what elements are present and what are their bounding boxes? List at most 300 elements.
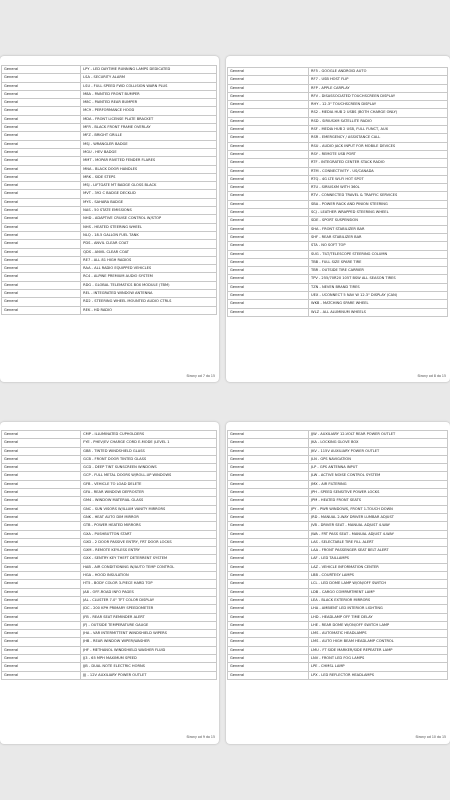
category-cell: General [228, 267, 309, 274]
option-description-cell: GCP - FULL METAL DOORS W/ROLL-UP WINDOWS [83, 473, 172, 478]
category-cell: General [2, 190, 81, 197]
category-cell: General [228, 192, 309, 199]
table-row [228, 638, 447, 646]
option-description-cell: MSJ - LIFTGATE MT BADGE GLOSS BLACK [83, 183, 157, 188]
table-row [2, 99, 216, 107]
table-row [228, 539, 447, 547]
table-row [228, 143, 447, 151]
category-cell: General [2, 539, 81, 546]
category-cell: General [2, 224, 81, 231]
option-description-cell: NHD - ADAPTIVE CRUISE CONTROL W/STOP [83, 216, 162, 221]
option-description-cell: M8C - PAINTED REAR BUMPER [83, 100, 138, 105]
option-description-cell: RAA - ALL RADIO EQUIPPED VEHICLES [83, 266, 152, 271]
option-description-cell: RFP - APPLE CARPLAY [311, 85, 350, 90]
category-cell: General [2, 522, 81, 529]
option-description-cell: MDA - FRONT LICENSE PLATE BRACKET [83, 116, 154, 121]
category-cell: General [228, 184, 309, 191]
category-cell: General [2, 464, 81, 471]
option-description-cell: LAF - LED TAILLAMPS [311, 556, 349, 561]
option-description-cell: RSY - REMOTE USB PORT [311, 151, 356, 156]
category-cell: General [228, 638, 309, 645]
option-description-cell: SBA - POWER RACK AND PINION STEERING [311, 201, 388, 206]
category-cell: General [228, 226, 309, 233]
table-row [2, 224, 216, 232]
table-row [2, 564, 216, 572]
option-description-cell: GFB - VEHICLE TO LOAD DELETE [83, 481, 142, 486]
document-page-4 [226, 422, 450, 744]
table-row [228, 614, 447, 622]
category-cell: General [2, 481, 81, 488]
option-description-cell: RTM - CONNECTIVITY - US/CANADA [311, 168, 374, 173]
page-footer: Strony od 9 do 15 [186, 735, 215, 739]
category-cell: General [2, 672, 81, 679]
category-cell: General [228, 309, 309, 316]
option-description-cell: MRK - SIDE STEPS [83, 174, 116, 179]
category-cell: General [2, 298, 81, 305]
category-cell: General [2, 506, 81, 513]
table-row [2, 614, 216, 622]
category-cell: General [228, 580, 309, 587]
category-cell: General [2, 273, 81, 280]
option-description-cell: SCJ - LEATHER WRAPPED STEERING WHEEL [311, 210, 389, 215]
document-page-1 [0, 56, 219, 382]
category-cell: General [228, 234, 309, 241]
table-row [2, 506, 216, 514]
table-row [2, 149, 216, 157]
category-cell: General [228, 522, 309, 529]
option-description-cell: MFR - BLACK FRONT FRAME OVERLAY [83, 125, 151, 130]
table-row [2, 464, 216, 472]
table-row [228, 118, 447, 126]
table-row [2, 132, 216, 140]
category-cell: General [228, 109, 309, 116]
table-row [2, 439, 216, 447]
category-cell: General [2, 638, 81, 645]
option-description-cell: WLZ - ALL ALUMINUM WHEELS [311, 309, 366, 314]
option-description-cell: RHY - 12.3" TOUCHSCREEN DISPLAY [311, 102, 377, 107]
table-row [228, 622, 447, 630]
table-row [2, 638, 216, 646]
option-description-cell: TBR - OUTSIDE TIRE CARRIER [311, 268, 364, 273]
category-cell: General [228, 464, 309, 471]
table-row [228, 481, 447, 489]
category-cell: General [2, 514, 81, 521]
category-cell: General [228, 497, 309, 504]
category-cell: General [228, 448, 309, 455]
table-row [2, 232, 216, 240]
table-row [2, 605, 216, 613]
option-description-cell: STA - NO SOFT TOP [311, 243, 346, 248]
table-row [2, 522, 216, 530]
category-cell: General [2, 655, 81, 662]
category-cell: General [228, 605, 309, 612]
table-row [228, 201, 447, 209]
option-description-cell: M8A - PAINTED FRONT BUMPER [83, 91, 140, 96]
category-cell: General [228, 647, 309, 654]
table-row [228, 589, 447, 597]
category-cell: General [2, 472, 81, 479]
category-cell: General [228, 564, 309, 571]
table-row [2, 207, 216, 215]
table-row [228, 126, 447, 134]
table-row [2, 215, 216, 223]
option-description-cell: MNA - BLACK DOOR HANDLES [83, 166, 138, 171]
table-row [2, 431, 216, 439]
option-description-cell: LAZ - VEHICLE INFORMATION CENTER [311, 564, 379, 569]
category-cell: General [2, 99, 81, 106]
option-description-cell: JKA - LOCKING GLOVE BOX [311, 440, 359, 445]
option-description-cell: GXM - REMOTE KEYLESS ENTRY [83, 548, 140, 553]
category-cell: General [2, 107, 81, 114]
table-row [228, 234, 447, 242]
category-cell: General [2, 564, 81, 571]
table-row [2, 141, 216, 149]
table-row [2, 273, 216, 281]
category-cell: General [2, 141, 81, 148]
category-cell: General [2, 439, 81, 446]
document-page-3 [0, 422, 219, 744]
option-description-cell: UEX - UCONNECT 5 NAV W 12.3" DISPLAY (CAN) [311, 293, 398, 298]
option-description-cell: RSR - EMERGENCY / ASSISTANCE CALL [311, 135, 381, 140]
category-cell: General [2, 149, 81, 156]
option-description-cell: GXX - SENTRY KEY THEFT DETERRENT SYSTEM [83, 556, 168, 561]
table-row [228, 109, 447, 117]
option-description-cell: NAS - 50 STATE EMISSIONS [83, 208, 132, 213]
option-description-cell: RTF - INTEGRATED CENTER STACK RADIO [311, 160, 385, 165]
table-row [228, 431, 447, 439]
option-description-cell: REK - HD RADIO [83, 307, 112, 312]
category-cell: General [2, 199, 81, 206]
option-description-cell: LNV - FRONT LED FOG LAMPS [311, 656, 365, 661]
option-description-cell: RF7 - USB HOST FLIP [311, 77, 349, 82]
category-cell: General [228, 589, 309, 596]
page-footer: Strony od 7 do 15 [186, 374, 215, 378]
table-row [2, 547, 216, 555]
table-row [228, 506, 447, 514]
option-description-cell: QDS - ANVIL CLEAR COAT [83, 249, 129, 254]
option-description-cell: RE7 - ALL 81 HIGH RADIOS [83, 257, 132, 262]
table-row [228, 93, 447, 101]
option-description-cell: GNK - HEAT AUTO DIM MIRROR [83, 514, 139, 519]
category-cell: General [2, 497, 81, 504]
category-cell: General [2, 489, 81, 496]
option-description-cell: TPV - 255/70R20 105T BSW ALL SEASON TIRES [311, 276, 396, 281]
option-description-cell: MSJ - WRANGLER BADGE [83, 141, 128, 146]
category-cell: General [228, 126, 309, 133]
table-row [228, 134, 447, 142]
table-row [2, 555, 216, 563]
option-description-cell: LHE - REAR DOME W/ON/OFF SWITCH LAMP [311, 622, 390, 627]
category-cell: General [2, 257, 81, 264]
category-cell: General [2, 555, 81, 562]
table-row [228, 672, 447, 680]
option-description-cell: JHB - REAR WINDOW WIPER/WASHER [83, 639, 150, 644]
table-row [2, 663, 216, 671]
table-row [228, 663, 447, 671]
category-cell: General [228, 176, 309, 183]
category-cell: General [228, 531, 309, 538]
option-description-cell: LBB - COURTESY LAMPS [311, 573, 354, 578]
category-cell: General [228, 663, 309, 670]
category-cell: General [2, 207, 81, 214]
category-cell: General [228, 76, 309, 83]
option-description-cell: RD2 - STEERING WHEEL MOUNTED AUDIO CTRLS [83, 299, 172, 304]
category-cell: General [228, 93, 309, 100]
option-description-cell: RC4 - ALPINE PREMIUM AUDIO SYSTEM [83, 274, 153, 279]
category-cell: General [2, 215, 81, 222]
table-row [2, 655, 216, 663]
table-row [228, 259, 447, 267]
document-page-2 [226, 56, 450, 382]
table-row [228, 76, 447, 84]
category-cell: General [2, 265, 81, 272]
option-description-cell: HGA - HOOD INSULATION [83, 573, 129, 578]
category-cell: General [2, 580, 81, 587]
option-description-cell: CMP - ILLUMINATED CUPHOLDERS [83, 432, 145, 436]
option-description-cell: TZN - NEVEN BRAND TIRES [311, 284, 360, 289]
option-description-cell: MGU - HEV BADGE [83, 149, 117, 154]
option-description-cell: LAA - FRONT PASSENGER SEAT BELT ALERT [311, 548, 389, 553]
table-row [228, 531, 447, 539]
category-cell: General [228, 555, 309, 562]
table-row [2, 182, 216, 190]
category-cell: General [2, 605, 81, 612]
category-cell: General [228, 143, 309, 150]
option-description-cell: GXD - 2 DOOR PASSIVE ENTRY, FRT DOOR LOCKS [83, 539, 172, 544]
table-row [2, 622, 216, 630]
options-table [227, 430, 448, 680]
table-row [2, 481, 216, 489]
table-row [2, 74, 216, 82]
option-description-cell: JPH - SPEED SENSITIVE POWER LOCKS [311, 490, 380, 495]
option-description-cell: JHA - VAR INTERMITTENT WINDSHIELD WIPERS [83, 631, 167, 636]
table-row [2, 174, 216, 182]
category-cell: General [2, 431, 81, 438]
table-row [2, 257, 216, 265]
option-description-cell: LPE - CHMSL LAMP [311, 664, 345, 669]
option-description-cell: GB8 - TINTED WINDSHIELD GLASS [83, 448, 145, 453]
table-row [2, 531, 216, 539]
option-description-cell: HAB - AIR CONDITIONING W/AUTO TEMP CONTROL [83, 564, 175, 569]
table-row [2, 157, 216, 165]
option-description-cell: MVT - 392 C BADGE DECKLID [83, 191, 136, 196]
option-description-cell: MMT - MOPAR RIVETED FENDER FLARES [83, 158, 156, 163]
category-cell: General [2, 232, 81, 239]
table-row [2, 307, 216, 315]
option-description-cell: JVB - DRIVER SEAT - MANUAL ADJUST 4-WAY [311, 523, 390, 528]
option-description-cell: JJW - AUXILIARY 12-VOLT REAR POWER OUTLET [311, 432, 396, 436]
table-row [228, 192, 447, 200]
category-cell: General [2, 307, 81, 314]
table-row [228, 309, 447, 317]
category-cell: General [228, 547, 309, 554]
table-row [2, 597, 216, 605]
category-cell: General [228, 284, 309, 291]
table-row [2, 166, 216, 174]
category-cell: General [228, 151, 309, 158]
category-cell: General [2, 157, 81, 164]
option-description-cell: RDG - GLOBAL TELEMATICS BOX MODULE (TBM) [83, 282, 170, 287]
option-description-cell: LMS - AUTO HIGH BEAM HEADLAMP CONTROL [311, 639, 394, 644]
table-row [228, 547, 447, 555]
category-cell: General [228, 506, 309, 513]
category-cell: General [2, 166, 81, 173]
category-cell: General [228, 217, 309, 224]
table-row [228, 472, 447, 480]
table-row [228, 647, 447, 655]
category-cell: General [228, 489, 309, 496]
category-cell: General [2, 597, 81, 604]
table-row [2, 539, 216, 547]
option-description-cell: RSD - SIRIUSXM SATELLITE RADIO [311, 118, 372, 123]
option-description-cell: RTV - CONNECTED TRAVEL & TRAFFIC SERVICES [311, 193, 398, 198]
category-cell: General [228, 68, 309, 75]
table-row [228, 176, 447, 184]
table-row [2, 456, 216, 464]
option-description-cell: SDE - SPORT SUSPENSION [311, 218, 358, 223]
option-description-cell: MYS - SAHARA BADGE [83, 199, 123, 204]
option-description-cell: TBB - FULL SIZE SPARE TIRE [311, 259, 362, 264]
option-description-cell: JLP - GPS ANTENNA INPUT [311, 465, 358, 470]
option-description-cell: JRD - MANUAL 2-WAY DRIVER LUMBAR ADJUST [311, 514, 394, 519]
option-description-cell: JMX - AIR FILTERING [311, 481, 347, 486]
option-description-cell: JPY - PWR WINDOWS, FRONT 1-TOUCH DOWN [311, 506, 393, 511]
option-description-cell: JDC - 200 KPH PRIMARY SPEEDOMETER [83, 606, 154, 611]
category-cell: General [2, 448, 81, 455]
table-row [2, 472, 216, 480]
option-description-cell: LEA - BLACK EXTERIOR MIRRORS [311, 597, 371, 602]
option-description-cell: RS2 - MEDIA HUB 2 USBS (BOTH CHARGE ONLY) [311, 110, 398, 115]
option-description-cell: NLQ - 18.5 GALLON FUEL TANK [83, 232, 139, 237]
table-row [2, 497, 216, 505]
category-cell: General [228, 472, 309, 479]
category-cell: General [228, 630, 309, 637]
table-row [2, 66, 216, 74]
table-row [228, 226, 447, 234]
option-description-cell: JJB - DUAL NOTE ELECTRIC HORNS [83, 664, 145, 669]
option-description-cell: JLN - GPS NAVIGATION [311, 456, 351, 461]
table-row [228, 514, 447, 522]
option-description-cell: SHA - FRONT STABILIZER BAR [311, 226, 365, 231]
option-description-cell: JHF - METHANOL WINDSHIELD WASHER FLUID [83, 647, 166, 652]
table-row [2, 107, 216, 115]
option-description-cell: LHA - AMBIENT LED INTERIOR LIGHTING [311, 606, 383, 611]
category-cell: General [228, 159, 309, 166]
table-row [2, 265, 216, 273]
option-description-cell: JKV - 115V AUXILIARY POWER OUTLET [311, 448, 380, 453]
table-row [228, 456, 447, 464]
category-cell: General [228, 439, 309, 446]
category-cell: General [228, 251, 309, 258]
table-row [2, 199, 216, 207]
table-row [228, 242, 447, 250]
category-cell: General [2, 91, 81, 98]
table-row [228, 464, 447, 472]
category-cell: General [228, 209, 309, 216]
option-description-cell: RTU - SIRIUSXM WITH 360L [311, 185, 360, 190]
table-row [228, 580, 447, 588]
category-cell: General [228, 242, 309, 249]
table-row [228, 300, 447, 308]
option-description-cell: GCD - DEEP TINT SUNSCREEN WINDOWS [83, 465, 157, 470]
category-cell: General [2, 174, 81, 181]
table-row [228, 267, 447, 275]
option-description-cell: NHS - HEATED STEERING WHEEL [83, 224, 142, 229]
category-cell: General [2, 74, 81, 81]
table-row [228, 151, 447, 159]
table-row [2, 249, 216, 257]
option-description-cell: SUG - TILT/TELESCOPE STEERING COLUMN [311, 251, 388, 256]
table-row [228, 655, 447, 663]
option-description-cell: MC9 - PERFORMANCE HOOD [83, 108, 135, 113]
option-description-cell: MFZ - BRIGHT GRILLE [83, 133, 122, 138]
table-row [228, 251, 447, 259]
category-cell: General [2, 547, 81, 554]
category-cell: General [228, 101, 309, 108]
table-row [228, 597, 447, 605]
category-cell: General [228, 85, 309, 92]
category-cell: General [228, 597, 309, 604]
table-row [228, 217, 447, 225]
category-cell: General [2, 124, 81, 131]
table-row [228, 275, 447, 283]
table-row [2, 91, 216, 99]
table-row [2, 630, 216, 638]
table-row [228, 284, 447, 292]
options-table [227, 67, 448, 317]
table-row [2, 580, 216, 588]
category-cell: General [228, 622, 309, 629]
option-description-cell: GCB - FRONT DOOR TINTED GLASS [83, 456, 147, 461]
category-cell: General [2, 83, 81, 90]
table-row [2, 448, 216, 456]
option-description-cell: JFB - REAR SEAT REMINDER ALERT [83, 614, 145, 619]
table-row [228, 572, 447, 580]
table-row [228, 159, 447, 167]
table-row [228, 448, 447, 456]
option-description-cell: LMU - FT SIDE MARKER/SIDE REPEATER LAMP [311, 647, 393, 652]
option-description-cell: LPX - LED REFLECTOR HEADLAMPS [311, 672, 374, 677]
category-cell: General [228, 655, 309, 662]
category-cell: General [2, 282, 81, 289]
option-description-cell: LHD - HEADLAMP OFF TIME DELAY [311, 614, 373, 619]
page-footer: Strony od 8 do 15 [417, 374, 446, 378]
option-description-cell: JFJ - OUTSIDE TEMPERATURE GAUGE [83, 622, 149, 627]
option-description-cell: RF5 - GOOGLE ANDROID AUTO [311, 69, 367, 73]
category-cell: General [228, 481, 309, 488]
option-description-cell: LMS - AUTOMATIC HEADLAMPS [311, 631, 367, 636]
option-description-cell: RTQ - 4G LTE WI-FI HOT SPOT [311, 176, 364, 181]
option-description-cell: JA8 - OFF-ROAD INFO PAGES [83, 589, 134, 594]
option-description-cell: GFA - REAR WINDOW DEFROSTER [83, 490, 144, 495]
option-description-cell: JLW - ACTIVE NOISE CONTROL SYSTEM [311, 473, 381, 478]
table-row [2, 116, 216, 124]
category-cell: General [2, 614, 81, 621]
table-row [2, 514, 216, 522]
table-row [228, 85, 447, 93]
table-row [2, 572, 216, 580]
option-description-cell: HT5 - BODY COLOR 3-PIECE HARD TOP [83, 581, 153, 586]
option-description-cell: LSA - SECURITY ALARM [83, 75, 125, 80]
option-description-cell: GXA - PUSHBUTTON START [83, 531, 132, 536]
table-row [2, 190, 216, 198]
table-row [2, 672, 216, 680]
category-cell: General [228, 134, 309, 141]
options-table [1, 65, 217, 315]
option-description-cell: LSU - FULL SPEED FWD COLLISION WARN PLUS [83, 83, 168, 88]
category-cell: General [2, 132, 81, 139]
table-row [2, 83, 216, 91]
